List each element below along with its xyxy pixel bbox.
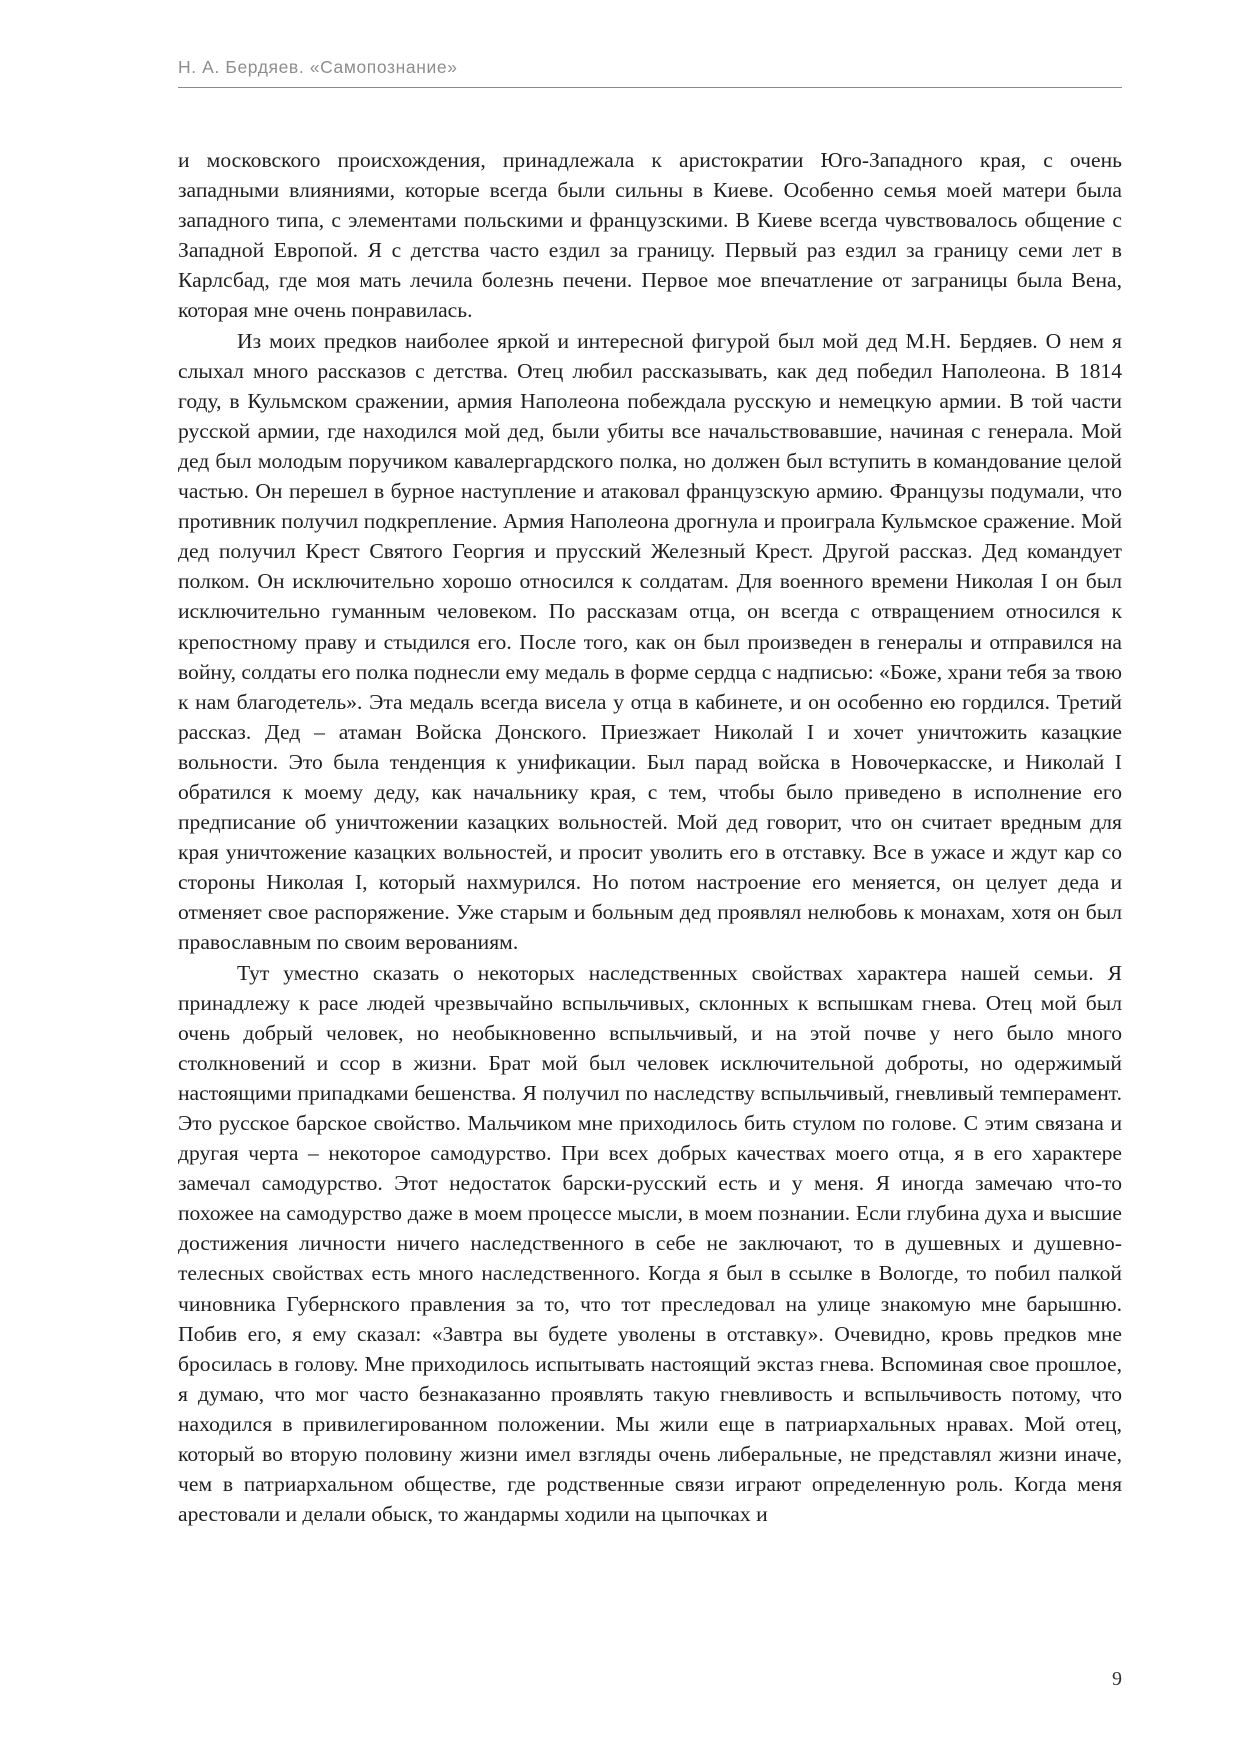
paragraph-hereditary-traits: Тут уместно сказать о некоторых наследственных свойствах характера нашей семьи. Я принадлежу к расе людей чрезвычайно вспыльчивых, склонных к вспышкам гнева. Отец мой был очень добрый человек, но необыкновенно вспыльчивый, и на этой почве у него было много столкновений и ссор в жизни. Брат мой был человек исключительной доброты, но одержимый настоящими припадками бешенства. Я получил по наследству вспыльчивый, гневливый темперамент. Это русское барское свойство. Мальчиком мне приходилось бить стулом по голове. С этим связана и другая черта – некоторое самодурство. При всех добрых качествах моего отца, я в его характере замечал самодурство. Этот недостаток барски-русский есть и у меня. Я иногда замечаю что-то похожее на самодурство даже в моем процессе мысли, в моем познании. Если глубина духа и высшие достижения личности ничего наследственного в себе не заключают, то в душевных и душевно-телесных свойствах есть много наследственного. Когда я был в ссылке в Вологде, то побил палкой чиновника Губернского правления за то, что тот преследовал на улице знакомую мне барышню. Побив его, я ему сказал: «Завтра вы будете уволены в отставку». Очевидно, кровь предков мне бросилась в голову. Мне приходилось испытывать настоящий экстаз гнева. Вспоминая свое прошлое, я думаю, что мог часто безнаказанно проявлять такую гневливость и вспыльчивость потому, что находился в привилегированном положении. Мы жили еще в патриархальных нравах. Мой отец, который во вторую половину жизни имел взгляды очень либеральные, не представлял жизни иначе, чем в патриархальном обществе, где родственные связи играют определенную роль. Когда меня арестовали и делали обыск, то жандармы ходили на цыпочках и — [178, 960, 1122, 1527]
running-header: Н. А. Бердяев. «Самопознание» — [178, 57, 458, 77]
page-number: 9 — [1112, 1668, 1122, 1690]
header-divider — [178, 87, 1122, 88]
paragraph-continued: и московского происхождения, принадлежала к аристократии Юго-Западного края, с очень западными влияниями, которые всегда были сильны в Киеве. Особенно семья моей матери была западного типа, с элементами польскими и французскими. В Киеве всегда чувствовалось общение с Западной Европой. Я с детства часто ездил за границу. Первый раз ездил за границу семи лет в Карлсбад, где моя мать лечила болезнь печени. Первое мое впечатление от заграницы была Вена, которая мне очень понравилась. — [178, 148, 1122, 323]
body-text — [178, 145, 1122, 1529]
paragraph-grandfather: Из моих предков наиболее яркой и интересной фигурой был мой дед М.Н. Бердяев. О нем я слыхал много рассказов с детства. Отец любил рассказывать, как дед победил Наполеона. В 1814 году, в Кульмском сражении, армия Наполеона побеждала русскую и немецкую армии. В той части русской армии, где находился мой дед, были убиты все начальствовавшие, начиная с генерала. Мой дед был молодым поручиком кавалергардского полка, но должен был вступить в командование целой частью. Он перешел в бурное наступление и атаковал французскую армию. Французы подумали, что противник получил подкрепление. Армия Наполеона дрогнула и проиграла Кульмское сражение. Мой дед получил Крест Святого Георгия и прусский Железный Крест. Другой рассказ. Дед командует полком. Он исключительно хорошо относился к солдатам. Для военного времени Николая I он был исключительно гуманным человеком. По рассказам отца, он всегда с отвращением относился к крепостному праву и стыдился его. После того, как он был произведен в генералы и отправился на войну, солдаты его полка поднесли ему медаль в форме сердца с надписью: «Боже, храни тебя за твою к нам благодетель». Эта медаль всегда висела у отца в кабинете, и он особенно ею гордился. Третий рассказ. Дед – атаман Войска Донского. Приезжает Николай I и хочет уничтожить казацкие вольности. Это была тенденция к унификации. Был парад войска в Новочеркасске, и Николай I обратился к моему деду, как начальнику края, с тем, чтобы было приведено в исполнение его предписание об уничтожении казацких вольностей. Мой дед говорит, что он считает вредным для края уничтожение казацких вольностей, и просит уволить его в отставку. Все в ужасе и ждут кар со стороны Николая I, который нахмурился. Но потом настроение его меняется, он целует деда и отменяет свое распоряжение. Уже старым и больным дед проявлял нелюбовь к монахам, хотя он был православным по своим верованиям. — [178, 328, 1122, 955]
